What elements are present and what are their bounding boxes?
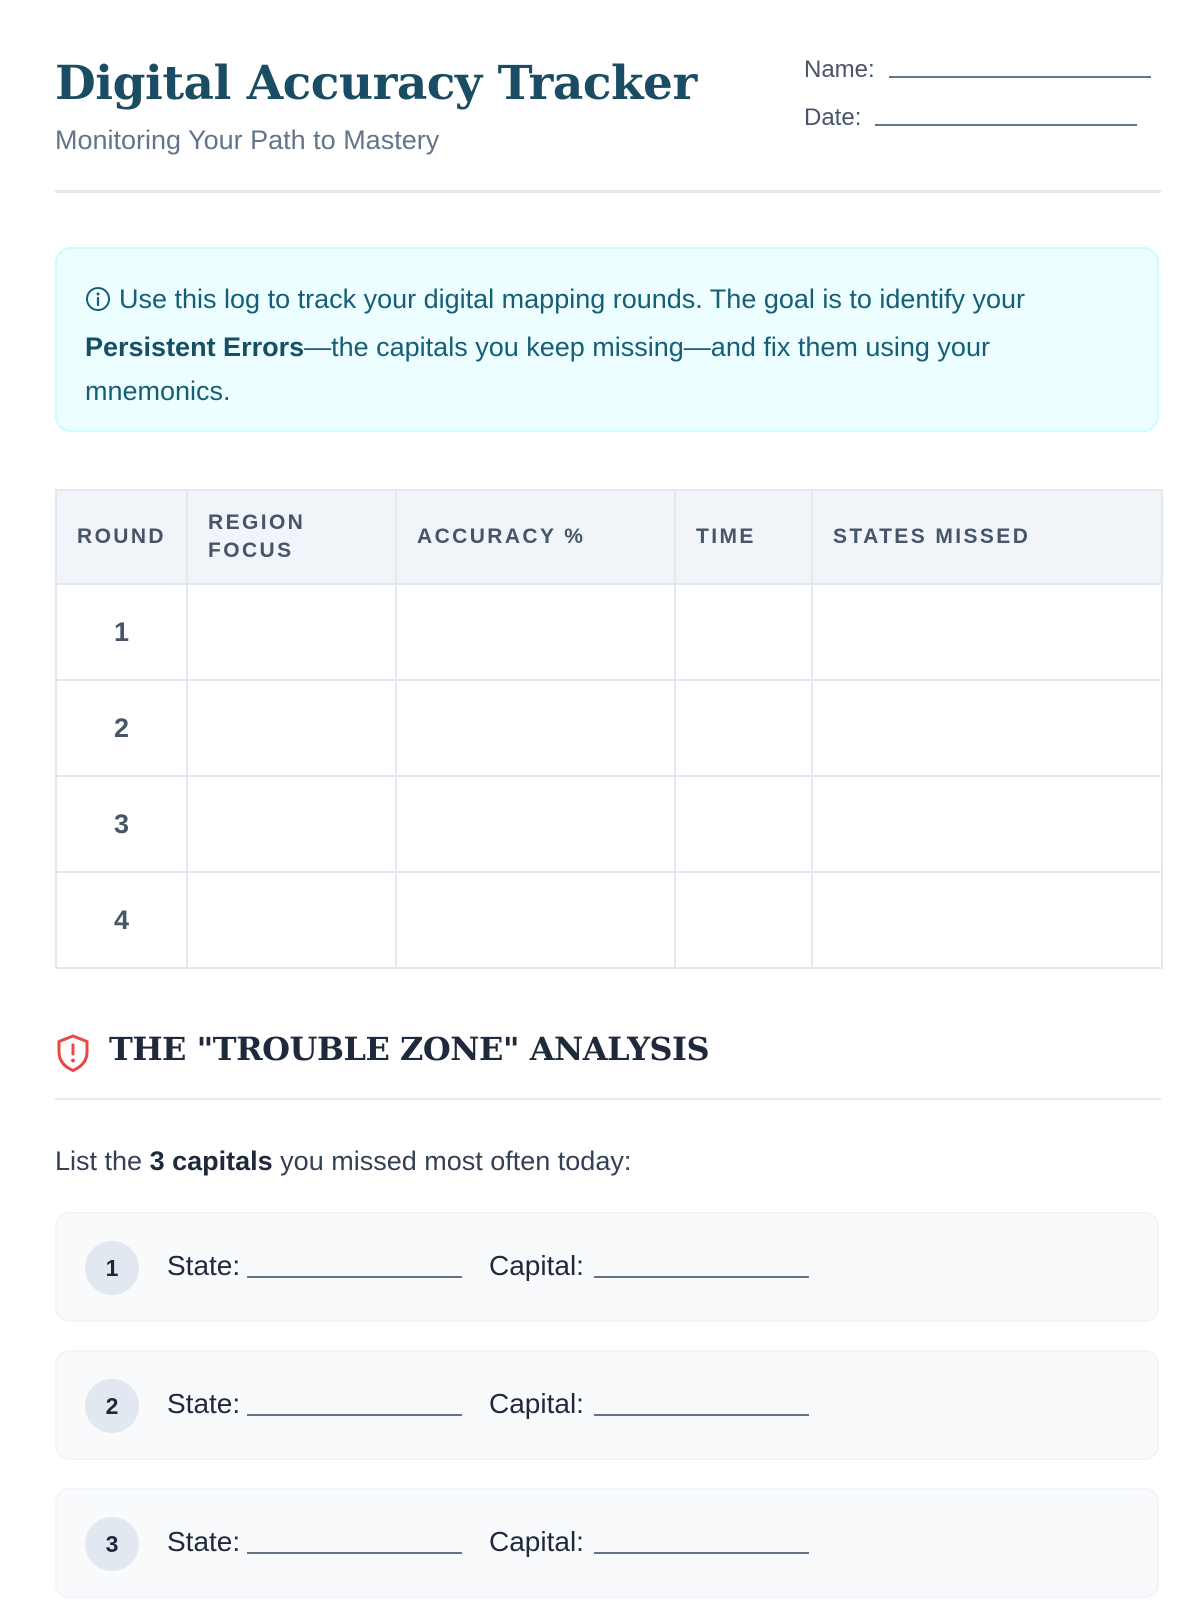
info-text-part-1: Use this log to track your digital mapping rounds. The goal is to identify your	[119, 284, 1025, 314]
time-cell[interactable]	[675, 776, 812, 872]
state-label: State:	[167, 1250, 241, 1281]
info-text	[85, 277, 1129, 413]
trouble-zone-header	[55, 1030, 1161, 1100]
state-blank-line[interactable]	[247, 1414, 462, 1416]
region-focus-cell[interactable]	[187, 872, 396, 968]
instructions-bold: 3 capitals	[149, 1146, 273, 1176]
name-field	[804, 56, 1151, 84]
shield-alert-icon	[55, 1033, 91, 1078]
capital-label: Capital:	[489, 1526, 584, 1557]
col-states-missed-header: STATES MISSED	[812, 490, 1162, 584]
info-callout	[55, 247, 1159, 432]
states-missed-cell[interactable]	[812, 584, 1162, 680]
info-text-part-2: —the capitals you keep missing—and fix them using your mnemonics.	[85, 332, 990, 406]
instructions-part-1: List the	[55, 1146, 143, 1176]
table-row	[56, 872, 1162, 968]
state-label: State:	[167, 1388, 241, 1419]
table-header-row	[56, 490, 1162, 584]
missed-capital-card	[55, 1212, 1159, 1322]
instructions-part-2: you missed most often today:	[280, 1146, 632, 1176]
states-missed-cell[interactable]	[812, 680, 1162, 776]
page-title: Digital Accuracy Tracker	[55, 56, 697, 111]
time-cell[interactable]	[675, 872, 812, 968]
states-missed-cell[interactable]	[812, 872, 1162, 968]
time-cell[interactable]	[675, 584, 812, 680]
missed-capital-card	[55, 1488, 1159, 1598]
capital-label: Capital:	[489, 1250, 584, 1281]
accuracy-cell[interactable]	[396, 872, 675, 968]
table-row	[56, 584, 1162, 680]
info-icon	[85, 281, 111, 325]
time-cell[interactable]	[675, 680, 812, 776]
accuracy-cell[interactable]	[396, 680, 675, 776]
date-label: Date:	[804, 104, 862, 131]
region-focus-cell[interactable]	[187, 776, 396, 872]
state-label: State:	[167, 1526, 241, 1557]
col-accuracy-header: ACCURACY %	[396, 490, 675, 584]
col-round-header: ROUND	[56, 490, 187, 584]
capital-blank-line[interactable]	[594, 1414, 809, 1416]
capital-label: Capital:	[489, 1388, 584, 1419]
item-number-badge: 3	[85, 1517, 139, 1571]
state-blank-line[interactable]	[247, 1276, 462, 1278]
round-number: 3	[56, 776, 187, 872]
accuracy-cell[interactable]	[396, 584, 675, 680]
item-number-badge: 1	[85, 1241, 139, 1295]
item-number-badge: 2	[85, 1379, 139, 1433]
table-row	[56, 680, 1162, 776]
round-log-table	[55, 489, 1163, 969]
round-number: 1	[56, 584, 187, 680]
page-header	[55, 50, 1161, 193]
state-blank-line[interactable]	[247, 1552, 462, 1554]
capital-blank-line[interactable]	[594, 1552, 809, 1554]
col-time-header: TIME	[675, 490, 812, 584]
trouble-instructions	[55, 1146, 631, 1177]
table-row	[56, 776, 1162, 872]
col-region-header: REGION FOCUS	[187, 490, 396, 584]
capital-blank-line[interactable]	[594, 1276, 809, 1278]
info-text-bold: Persistent Errors	[85, 332, 305, 362]
region-focus-cell[interactable]	[187, 680, 396, 776]
round-number: 2	[56, 680, 187, 776]
trouble-zone-title: THE "TROUBLE ZONE" ANALYSIS	[109, 1030, 710, 1068]
name-label: Name:	[804, 56, 875, 83]
round-number: 4	[56, 872, 187, 968]
date-blank-line[interactable]	[875, 124, 1137, 126]
accuracy-cell[interactable]	[396, 776, 675, 872]
missed-capital-card	[55, 1350, 1159, 1460]
states-missed-cell[interactable]	[812, 776, 1162, 872]
page-subtitle: Monitoring Your Path to Mastery	[55, 125, 440, 155]
region-focus-cell[interactable]	[187, 584, 396, 680]
date-field	[804, 104, 1137, 132]
name-blank-line[interactable]	[889, 76, 1151, 78]
